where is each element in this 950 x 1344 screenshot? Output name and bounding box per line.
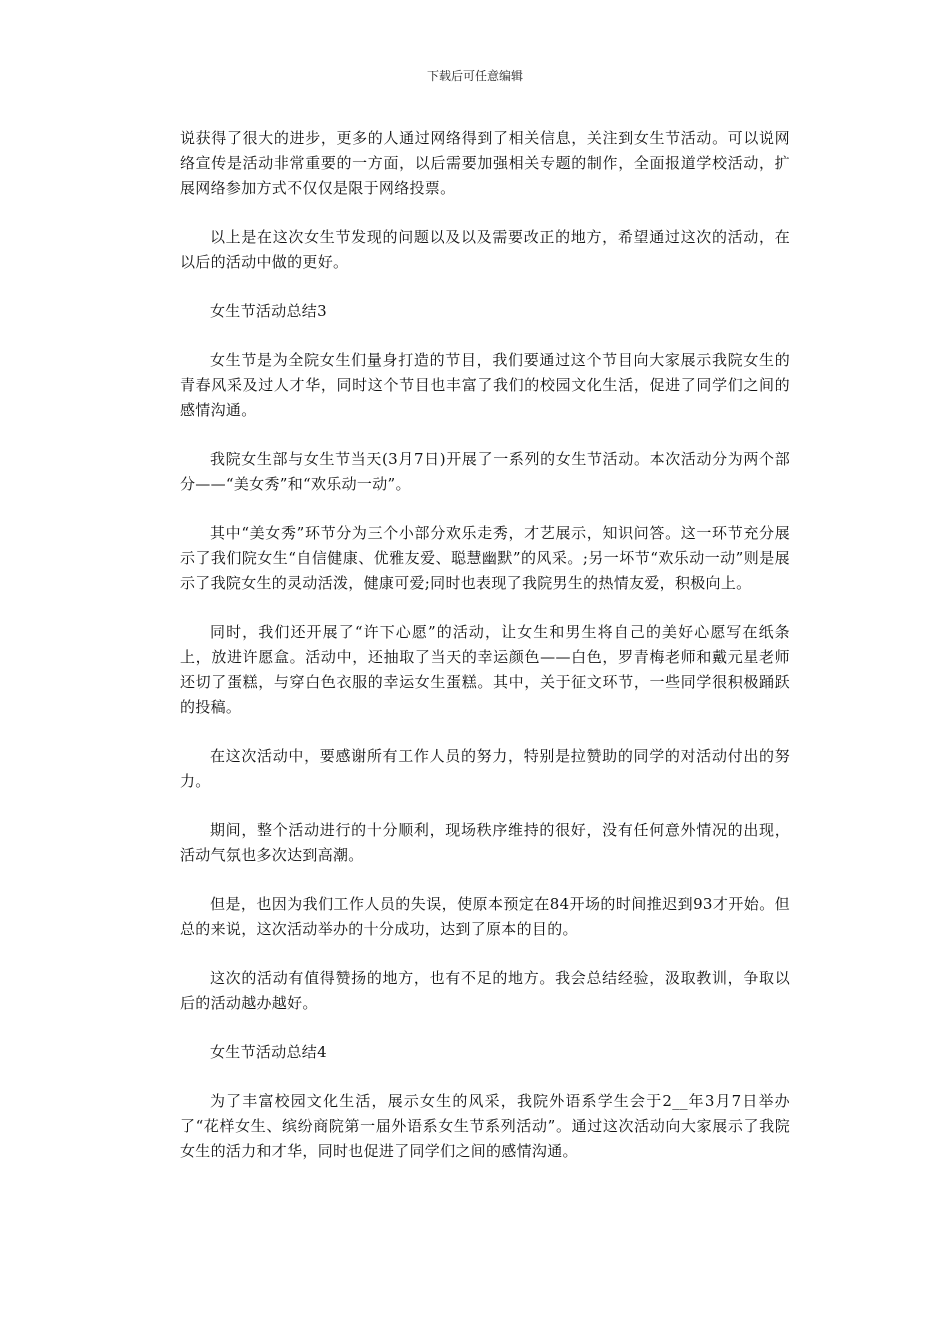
paragraph-7: 在这次活动中，要感谢所有工作人员的努力，特别是拉赞助的同学的对活动付出的努力。 <box>180 747 790 790</box>
paragraph-2: 以上是在这次女生节发现的问题以及以及需要改正的地方，希望通过这次的活动，在以后的活动中做的更好。 <box>180 228 790 271</box>
paragraph-9: 但是，也因为我们工作人员的失误，使原本预定在84开场的时间推迟到93才开始。但总的来说，这次活动举办的十分成功，达到了原本的目的。 <box>180 895 790 938</box>
paragraph-11: 为了丰富校园文化生活，展示女生的风采，我院外语系学生会于2__年3月7日举办了“花样女生、缤纷商院第一届外语系女生节系列活动”。通过这次活动向大家展示了我院女生的活力和才华，同时也促进了同学们之间的感情沟通。 <box>180 1092 790 1160</box>
page-header-note: 下载后可任意编辑 <box>426 69 523 83</box>
paragraph-10: 这次的活动有值得赞扬的地方，也有不足的地方。我会总结经验，汲取教训，争取以后的活动越办越好。 <box>180 969 790 1012</box>
paragraph-8: 期间，整个活动进行的十分顺利，现场秩序维持的很好，没有任何意外情况的出现，活动气氛也多次达到高潮。 <box>180 821 790 864</box>
paragraph-4: 我院女生部与女生节当天(3月7日)开展了一系列的女生节活动。本次活动分为两个部分——“美女秀”和“欢乐动一动”。 <box>180 450 790 493</box>
paragraph-5: 其中“美女秀”环节分为三个小部分欢乐走秀，才艺展示，知识问答。这一环节充分展示了我们院女生“自信健康、优雅友爱、聪慧幽默”的风采。;另一坏节“欢乐动一动”则是展示了我院女生的灵动活泼，健康可爱;同时也表现了我院男生的热情友爱，积极向上。 <box>180 524 790 592</box>
document-body <box>180 126 790 1188</box>
section-heading-4: 女生节活动总结4 <box>210 1043 327 1061</box>
paragraph-1: 说获得了很大的进步，更多的人通过网络得到了相关信息，关注到女生节活动。可以说网络宣传是活动非常重要的一方面，以后需要加强相关专题的制作，全面报道学校活动，扩展网络参加方式不仅仅是限于网络投票。 <box>180 129 790 197</box>
paragraph-3: 女生节是为全院女生们量身打造的节目，我们要通过这个节目向大家展示我院女生的青春风采及过人才华，同时这个节目也丰富了我们的校园文化生活，促进了同学们之间的感情沟通。 <box>180 351 790 419</box>
paragraph-6: 同时，我们还开展了“许下心愿”的活动，让女生和男生将自己的美好心愿写在纸条上，放进许愿盒。活动中，还抽取了当天的幸运颜色——白色，罗青梅老师和戴元星老师还切了蛋糕，与穿白色衣服的幸运女生蛋糕。其中，关于征文环节，一些同学很积极踊跃的投稿。 <box>180 623 790 716</box>
section-heading-3: 女生节活动总结3 <box>210 302 327 320</box>
